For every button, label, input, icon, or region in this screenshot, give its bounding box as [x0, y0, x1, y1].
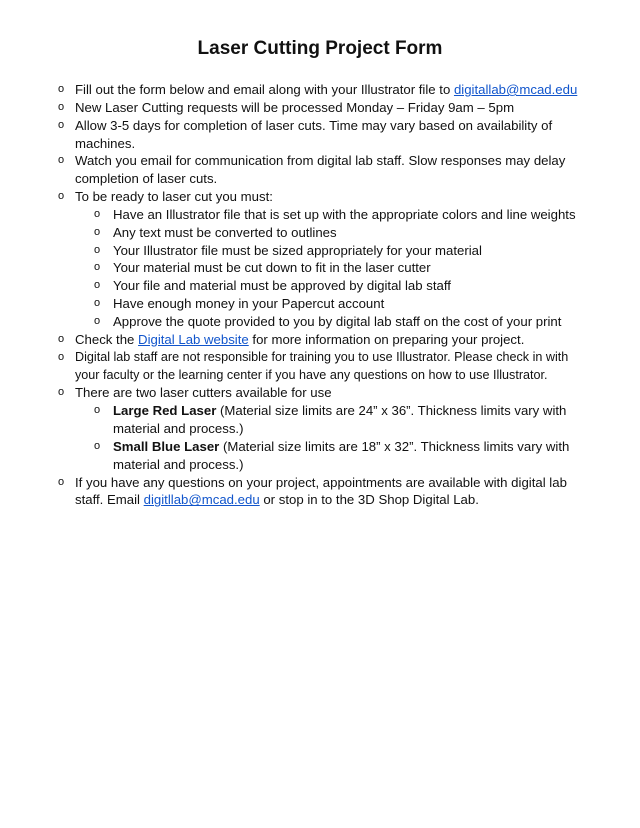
list-item — [0, 384, 640, 402]
laser-name: Large Red Laser — [113, 403, 217, 419]
bullet-icon: o — [58, 332, 65, 345]
sub-list-item — [0, 277, 640, 295]
laser-name: Small Blue Laser — [113, 438, 220, 454]
item-text: Fill out the form below and email along with your Illustrator file to — [75, 82, 454, 97]
item-text: Approve the quote provided to you by digital lab staff on the cost of your print — [113, 313, 562, 329]
item-text: staff. Email — [75, 492, 144, 508]
bullet-icon: o — [58, 100, 65, 113]
list-item — [0, 349, 640, 385]
item-text: (Material size limits are 24” x 36”. Thickness limits vary with — [216, 403, 567, 419]
item-text: Your material must be cut down to fit in the laser cutter — [113, 260, 431, 276]
bullet-icon: o — [58, 386, 65, 399]
bullet-icon: o — [58, 118, 65, 131]
item-text: (Material size limits are 18” x 32”. Thickness limits vary with — [219, 438, 570, 454]
page-title: Laser Cutting Project Form — [197, 38, 443, 59]
email-link[interactable]: digitllab@mcad.edu — [143, 492, 260, 508]
sub-list-item — [0, 438, 640, 474]
item-text: If you have any questions on your project, appointments are available with digital lab — [75, 474, 567, 490]
instructions-list — [0, 81, 640, 509]
digital-lab-website-link[interactable]: Digital Lab website — [138, 331, 249, 347]
item-text: Allow 3-5 days for completion of laser cuts. Time may vary based on availability of — [75, 117, 553, 133]
item-text: Your file and material must be approved by digital lab staff — [113, 278, 451, 294]
item-text: material and process.) — [113, 421, 244, 437]
list-item — [0, 99, 640, 117]
item-text: or stop in to the 3D Shop Digital Lab. — [259, 492, 479, 508]
item-text: machines. — [75, 135, 136, 151]
bullet-icon: o — [94, 243, 101, 256]
sub-list-item — [0, 402, 640, 438]
item-text: Your Illustrator file must be sized appropriately for your material — [113, 242, 482, 258]
bullet-icon: o — [94, 261, 101, 274]
sub-list-item — [0, 224, 640, 242]
item-text: Any text must be converted to outlines — [113, 224, 337, 240]
bullet-icon: o — [94, 439, 101, 452]
bullet-icon: o — [94, 225, 101, 238]
item-text: your faculty or the learning center if you have any questions on how to use Illustrator. — [75, 367, 548, 382]
bullet-icon: o — [94, 207, 101, 220]
bullet-icon: o — [58, 475, 65, 488]
bullet-icon: o — [58, 154, 65, 167]
bullet-icon: o — [94, 279, 101, 292]
bullet-icon: o — [94, 404, 101, 417]
sub-list-item — [0, 295, 640, 313]
bullet-icon: o — [94, 297, 101, 310]
item-text: Check the — [75, 331, 139, 347]
item-text: New Laser Cutting requests will be processed Monday – Friday 9am – 5pm — [75, 99, 515, 115]
list-item — [0, 117, 640, 153]
bullet-icon: o — [58, 190, 65, 203]
list-item — [0, 474, 640, 510]
item-text: completion of laser cuts. — [75, 171, 218, 187]
bullet-icon: o — [94, 314, 101, 327]
item-text: Have an Illustrator file that is set up with the appropriate colors and line weights — [113, 206, 576, 222]
list-item — [0, 81, 640, 99]
list-item — [0, 331, 640, 349]
item-text: Watch you email for communication from digital lab staff. Slow responses may delay — [75, 153, 566, 169]
sub-list-item — [0, 313, 640, 331]
list-item — [0, 152, 640, 188]
item-text: material and process.) — [113, 456, 244, 472]
sub-list-item — [0, 259, 640, 277]
bullet-icon: o — [58, 83, 65, 95]
email-link[interactable]: digitallab@mcad.edu — [453, 82, 578, 97]
item-text: There are two laser cutters available for use — [75, 385, 332, 401]
item-text: for more information on preparing your project. — [248, 331, 525, 347]
bullet-icon: o — [58, 350, 65, 363]
sub-list-item — [0, 242, 640, 260]
list-item — [0, 188, 640, 206]
item-text: To be ready to laser cut you must: — [75, 189, 273, 205]
sub-list-item — [0, 206, 640, 224]
item-text: Digital lab staff are not responsible for training you to use Illustrator. Please check in with — [75, 349, 569, 364]
item-text: Have enough money in your Papercut account — [113, 296, 385, 312]
